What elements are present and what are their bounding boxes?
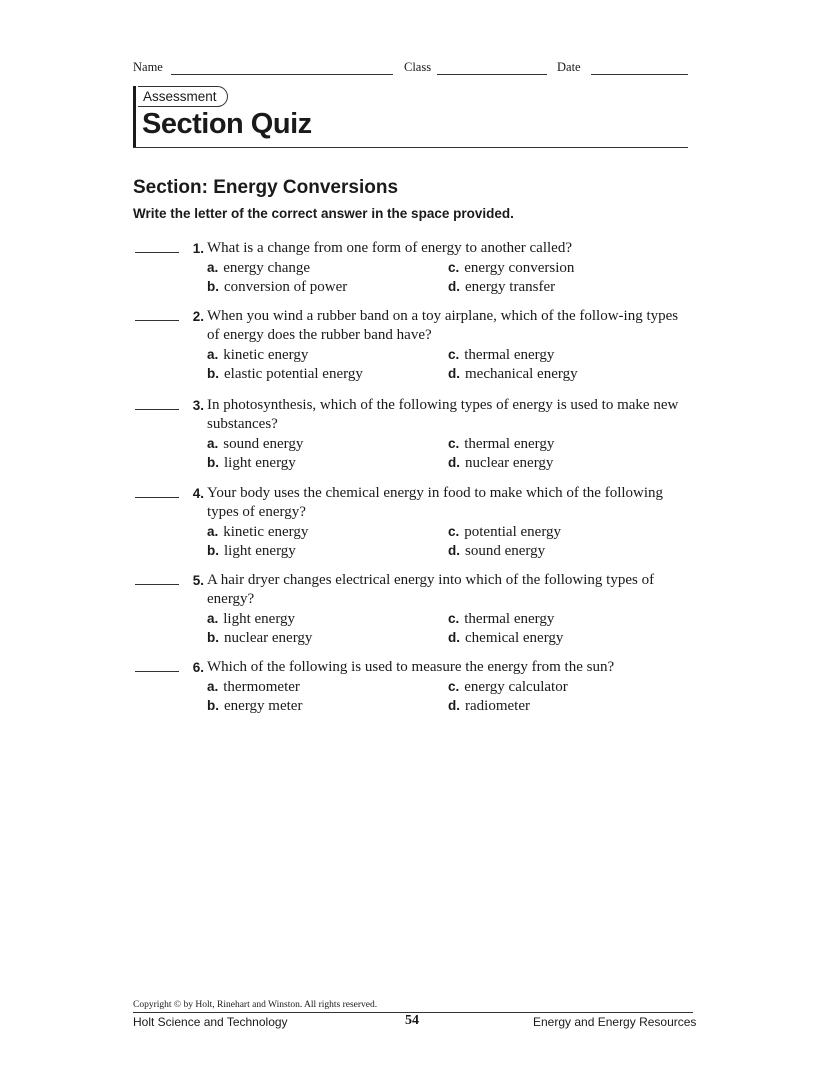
option-d xyxy=(448,364,578,384)
option-text: light energy xyxy=(224,455,296,471)
option-b xyxy=(207,453,296,473)
class-label: Class xyxy=(404,60,432,74)
option-letter: b. xyxy=(207,455,219,470)
assessment-tab: Assessment xyxy=(138,86,228,107)
option-text: potential energy xyxy=(464,524,562,540)
question-stem: In photosynthesis, which of the following types of energy is used to make new substances? xyxy=(207,397,679,432)
question-stem: When you wind a rubber band on a toy airplane, which of the follow-ing types of energy does the rubber band have? xyxy=(207,308,679,343)
option-text: sound energy xyxy=(223,436,304,452)
option-text: energy transfer xyxy=(465,279,556,295)
answer-blank-2[interactable] xyxy=(135,320,179,321)
question-number: 4. xyxy=(192,486,204,501)
question-number: 3. xyxy=(192,398,204,413)
option-a xyxy=(207,345,308,365)
option-a xyxy=(207,677,300,697)
question-stem: A hair dryer changes electrical energy into which of the following types of energy? xyxy=(207,572,655,607)
option-letter: c. xyxy=(448,524,460,539)
option-c xyxy=(448,345,554,365)
option-b xyxy=(207,541,296,561)
option-letter: b. xyxy=(207,630,219,645)
question-number: 5. xyxy=(192,573,204,588)
option-text: kinetic energy xyxy=(223,347,309,363)
question-6 xyxy=(133,658,693,718)
page-title: Section Quiz xyxy=(142,108,312,140)
option-letter: c. xyxy=(448,347,460,362)
answer-blank-4[interactable] xyxy=(135,497,179,498)
option-letter: b. xyxy=(207,543,219,558)
question-5 xyxy=(133,571,693,649)
option-b xyxy=(207,277,347,297)
option-letter: b. xyxy=(207,366,219,381)
question-stem: What is a change from one form of energy to another called? xyxy=(207,240,572,256)
option-letter: c. xyxy=(448,679,460,694)
date-field[interactable] xyxy=(591,74,688,75)
option-c xyxy=(448,434,554,454)
option-a xyxy=(207,434,303,454)
title-bar-accent xyxy=(133,86,136,148)
question-1 xyxy=(133,239,693,299)
question-4 xyxy=(133,484,693,562)
footer-subject: Energy and Energy Resources xyxy=(533,1015,697,1029)
option-letter: a. xyxy=(207,347,219,362)
option-letter: b. xyxy=(207,698,219,713)
option-letter: a. xyxy=(207,436,219,451)
answer-blank-5[interactable] xyxy=(135,584,179,585)
option-c xyxy=(448,522,561,542)
option-letter: a. xyxy=(207,679,219,694)
option-letter: d. xyxy=(448,630,460,645)
option-letter: c. xyxy=(448,611,460,626)
question-number: 2. xyxy=(192,309,204,324)
option-text: radiometer xyxy=(465,698,530,714)
option-text: energy calculator xyxy=(464,679,568,695)
option-text: conversion of power xyxy=(224,279,348,295)
option-d xyxy=(448,453,553,473)
option-text: sound energy xyxy=(465,543,546,559)
option-text: light energy xyxy=(223,611,296,627)
option-text: thermal energy xyxy=(464,436,555,452)
option-b xyxy=(207,628,312,648)
option-letter: d. xyxy=(448,366,460,381)
option-letter: c. xyxy=(448,436,460,451)
option-text: energy change xyxy=(223,260,311,276)
option-letter: a. xyxy=(207,260,219,275)
option-text: energy meter xyxy=(224,698,303,714)
option-letter: b. xyxy=(207,279,219,294)
option-a xyxy=(207,609,295,629)
name-field[interactable] xyxy=(171,74,393,75)
option-text: nuclear energy xyxy=(224,630,313,646)
option-text: chemical energy xyxy=(465,630,564,646)
option-text: energy conversion xyxy=(464,260,575,276)
option-letter: d. xyxy=(448,455,460,470)
question-number: 6. xyxy=(192,660,204,675)
answer-blank-1[interactable] xyxy=(135,252,179,253)
title-divider xyxy=(133,147,688,148)
option-d xyxy=(448,541,545,561)
footer-publisher: Holt Science and Technology xyxy=(133,1015,288,1029)
section-heading: Section: Energy Conversions xyxy=(133,177,399,198)
option-c xyxy=(448,609,554,629)
option-a xyxy=(207,258,310,278)
option-text: thermal energy xyxy=(464,611,555,627)
option-text: nuclear energy xyxy=(465,455,554,471)
option-text: elastic potential energy xyxy=(224,366,363,382)
option-a xyxy=(207,522,308,542)
page-number: 54 xyxy=(405,1013,419,1028)
option-letter: d. xyxy=(448,698,460,713)
option-text: thermometer xyxy=(223,679,300,695)
option-b xyxy=(207,696,302,716)
option-letter: d. xyxy=(448,543,460,558)
question-2 xyxy=(133,307,693,385)
option-c xyxy=(448,677,568,697)
option-text: mechanical energy xyxy=(465,366,578,382)
option-letter: c. xyxy=(448,260,460,275)
instructions: Write the letter of the correct answer in the space provided. xyxy=(133,206,514,221)
option-text: kinetic energy xyxy=(223,524,309,540)
option-b xyxy=(207,364,363,384)
option-letter: a. xyxy=(207,524,219,539)
option-letter: a. xyxy=(207,611,219,626)
option-c xyxy=(448,258,574,278)
option-letter: d. xyxy=(448,279,460,294)
option-d xyxy=(448,628,563,648)
answer-blank-6[interactable] xyxy=(135,671,179,672)
name-label: Name xyxy=(133,60,163,74)
class-field[interactable] xyxy=(437,74,547,75)
date-label: Date xyxy=(557,60,581,74)
question-stem: Your body uses the chemical energy in food to make which of the following types of energy? xyxy=(207,485,664,520)
copyright-notice: Copyright © by Holt, Rinehart and Winston. All rights reserved. xyxy=(133,1000,378,1010)
question-number: 1. xyxy=(192,241,204,256)
option-d xyxy=(448,277,555,297)
student-info-header xyxy=(133,60,688,80)
question-stem: Which of the following is used to measure the energy from the sun? xyxy=(207,659,615,675)
question-3 xyxy=(133,396,693,474)
option-d xyxy=(448,696,530,716)
answer-blank-3[interactable] xyxy=(135,409,179,410)
option-text: light energy xyxy=(224,543,296,559)
option-text: thermal energy xyxy=(464,347,555,363)
